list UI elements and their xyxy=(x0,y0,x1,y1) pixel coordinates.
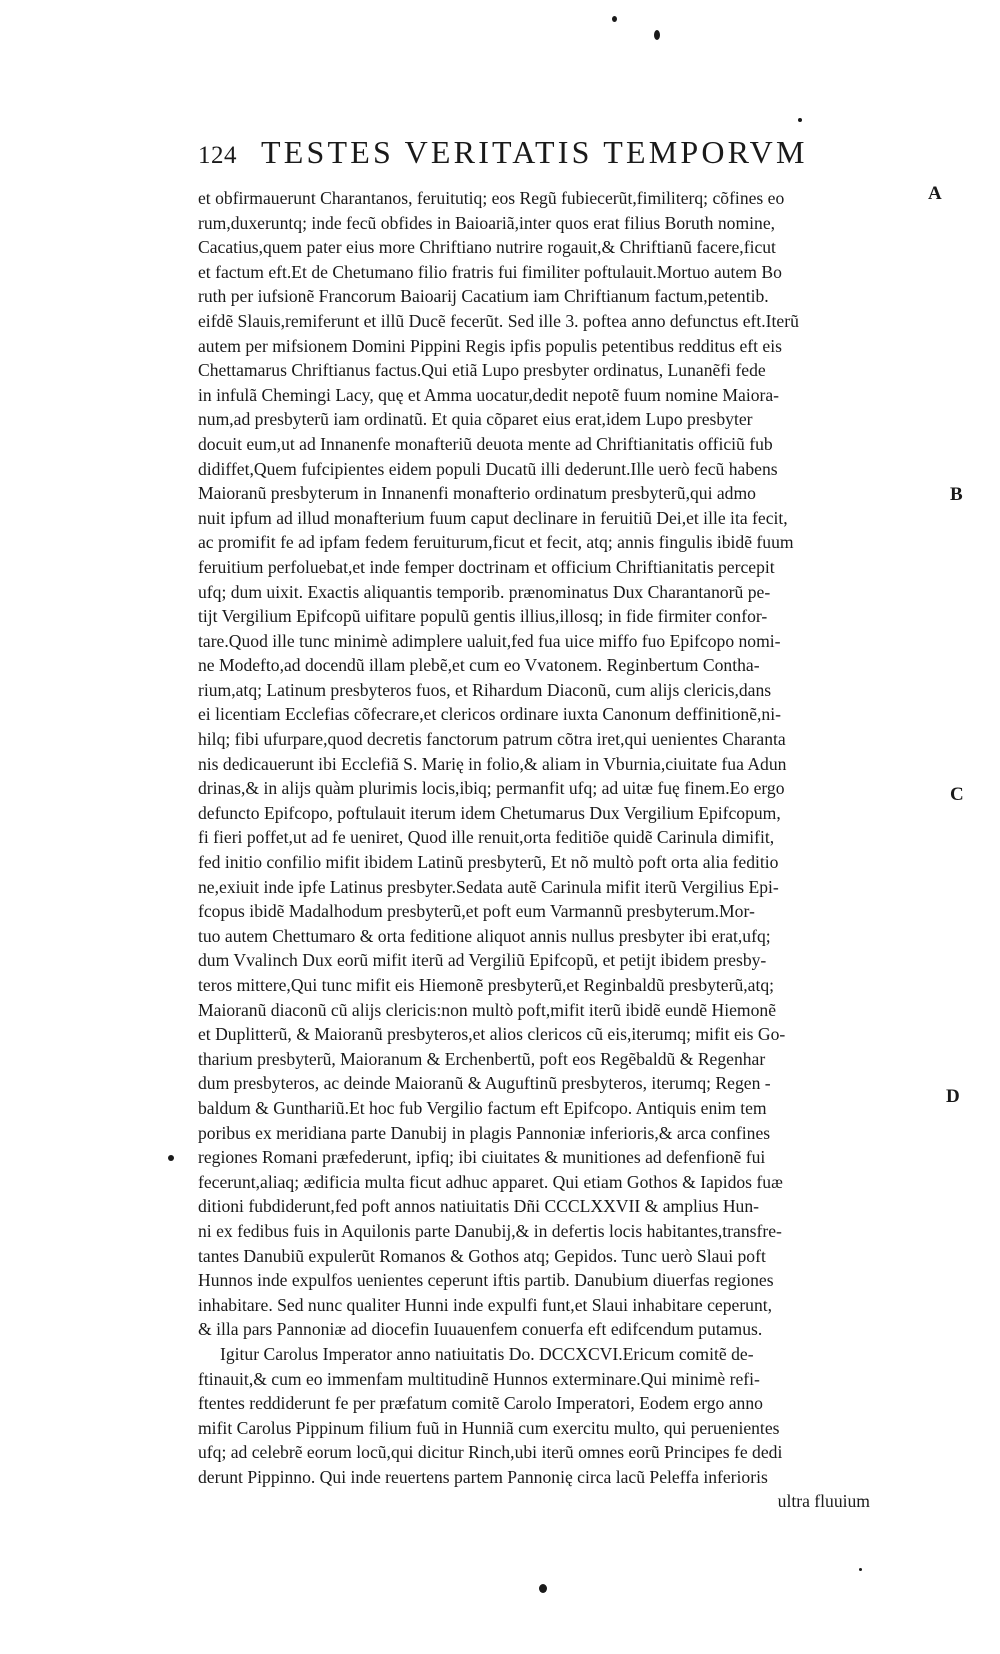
text-line: Chettamarus Chriftianus factus.Qui etiã Lupo presbyter ordinatus, Lunanẽfi fede xyxy=(198,360,766,381)
text-line: eifdẽ Slauis,remiferunt et illũ Ducẽ fecerũt. Sed ille 3. poftea anno defunctus eft.Iterũ xyxy=(198,310,799,331)
text-line: ei licentiam Ecclefias cõfecrare,et clericos ordinare iuxta Canonum deffinitionẽ,ni- xyxy=(198,704,781,725)
text-line: tantes Danubiũ expulerũt Romanos & Gothos atq; Gepidos. Tunc uerò Slaui poft xyxy=(198,1245,766,1266)
text-line: tuo autem Chettumaro & orta feditione aliquot annis nullus presbyter ibi erat,ufq; xyxy=(198,925,771,946)
text-line: & illa pars Pannoniæ ad diocefin Iuuauenfem conuerfa eft edifcendum putamus. xyxy=(198,1319,763,1340)
text-line: dum presbyteros, ac deinde Maioranũ & Auguftinũ presbyteros, iterumq; Regen - xyxy=(198,1073,771,1094)
margin-letter-a: A xyxy=(928,183,942,204)
text-line: derunt Pippinno. Qui inde reuertens partem Pannonię circa lacũ Peleffa inferioris xyxy=(198,1466,768,1487)
text-line: ultra fluuium xyxy=(777,1491,870,1512)
text-line: num,ad presbyterũ iam ordinatũ. Et quia cõparet eius erat,idem Lupo presbyter xyxy=(198,409,753,430)
margin-letter-c: C xyxy=(950,784,964,805)
text-line: autem per mifsionem Domini Pippini Regis ipfis populis petentibus redditus eft eis xyxy=(198,335,782,356)
text-line: ftinauit,& cum eo immenfam multitudinẽ Hunnos exterminare.Qui minimè refi- xyxy=(198,1368,760,1389)
text-line: docuit eum,ut ad Innanenfe monafteriũ deuota mente ad Chriftianitatis officiũ fub xyxy=(198,433,773,454)
text-line: Igitur Carolus Imperator anno natiuitatis Do. DCCXCVI.Ericum comitẽ de- xyxy=(220,1343,754,1364)
page-header xyxy=(198,134,898,171)
text-line: et Duplitterũ, & Maioranũ presbyteros,et alios clericos cũ eis,iterumq; mifit eis Go- xyxy=(198,1024,786,1045)
text-line: mifit Carolus Pippinum filium fuũ in Hunniã cum exercitu multo, qui peruenientes xyxy=(198,1417,780,1438)
text-line: et factum eft.Et de Chetumano filio fratris fui fimiliter poftulauit.Mortuo autem Bo xyxy=(198,261,782,282)
text-line: et obfirmauerunt Charantanos, feruitutiq; eos Regũ fubiecerũt,fimiliterq; cõfines eo xyxy=(198,188,785,208)
margin-letter-b: B xyxy=(950,484,963,505)
text-line: didiffet,Quem fufcipientes eidem populi Ducatũ illi dederunt.Ille uerò fecũ habens xyxy=(198,458,778,479)
text-line: Cacatius,quem pater eius more Chriftiano nutrire rogauit,& Chriftianũ facere,ficut xyxy=(198,237,776,258)
text-line: fi fieri poffet,ut ad fe ueniret, Quod ille renuit,orta feditiõe quidẽ Carinula dimifit, xyxy=(198,827,775,848)
text-line: ne Modefto,ad docendũ illam plebẽ,et cum eo Vvatonem. Reginbertum Contha- xyxy=(198,655,760,676)
text-line: dum Vvalinch Dux eorũ mifit iterũ ad Vergiliũ Epifcopũ, et petijt ibidem presby- xyxy=(198,950,767,971)
text-line: poribus ex meridiana parte Danubij in plagis Pannoniæ inferioris,& arca confines xyxy=(198,1122,771,1143)
ink-speck xyxy=(859,1568,862,1571)
text-line: Maioranũ diaconũ cũ alijs clericis:non multò poft,mifit iterũ ibidẽ eundẽ Hiemonẽ xyxy=(198,999,776,1020)
text-line: hilq; fibi ufurpare,quod decretis fanctorum patrum cõtra iret,qui uenientes Charanta xyxy=(198,729,786,750)
text-line: rum,duxeruntq; inde fecũ obfides in Baioariã,inter quos erat filius Boruth nomine, xyxy=(198,212,776,233)
ink-speck xyxy=(539,1584,547,1593)
ink-speck xyxy=(654,30,660,40)
text-line: nuit ipfum ad illud monafterium fuum caput declinare in feruitiũ Dei,et ille ita fecit, xyxy=(198,507,788,528)
text-line: inhabitare. Sed nunc qualiter Hunni inde expulfi funt,et Slaui inhabitare ceperunt, xyxy=(198,1294,773,1315)
text-line: ni ex fedibus fuis in Aquilonis parte Danubij,& in defertis locis habitantes,transfre- xyxy=(198,1220,782,1241)
text-line: fcopus ibidẽ Madalhodum presbyterũ,et poft eum Varmannũ presbyterum.Mor- xyxy=(198,901,755,922)
margin-letter-d: D xyxy=(946,1086,960,1107)
text-line: ditioni fubdiderunt,fed poft annos natiuitatis Dñi CCCLXXVII & amplius Hun- xyxy=(198,1196,759,1217)
text-line: in infulã Chemingi Lacy, quę et Amma uocatur,dedit nepotẽ fuum nomine Maiora- xyxy=(198,384,780,405)
text-line: regiones Romani præfederunt, ipfiq; ibi ciuitates & munitiones ad defenfionẽ fui xyxy=(198,1147,766,1168)
ink-speck xyxy=(612,16,617,22)
text-line: teros mittere,Qui tunc mifit eis Hiemonẽ presbyterũ,et Reginbaldũ presbyterũ,atq; xyxy=(198,975,775,995)
text-line: ruth per iufsionẽ Francorum Baioarij Cacatium iam Chriftianum factum,petentib. xyxy=(198,286,769,307)
text-line: fecerunt,aliaq; ædificia multa ficut adhuc apparet. Qui etiam Gothos & Iapidos fuæ xyxy=(198,1171,783,1192)
text-line: ufq; ad celebrẽ eorum locũ,qui dicitur Rinch,ubi iterũ omnes eorũ Principes fe dedi xyxy=(198,1442,783,1463)
text-line: ne,exiuit inde ipfe Latinus presbyter.Sedata autẽ Carinula mifit iterũ Vergilius Epi- xyxy=(198,876,779,897)
text-line: drinas,& in alijs quàm plurimis locis,ibiq; permanfit ufq; ad uitæ fuę finem.Eo ergo xyxy=(198,778,785,799)
text-line: baldum & Gunthariũ.Et hoc fub Vergilio factum eft Epifcopo. Antiquis enim tem xyxy=(198,1097,767,1118)
text-line: tare.Quod ille tunc minimè adimplere ualuit,fed fua uice miffo fuo Epifcopo nomi- xyxy=(198,630,781,651)
text-line: tijt Vergilium Epifcopũ uifitare populũ gentis illius,illosq; in fide firmiter confor- xyxy=(198,606,768,627)
text-line: rium,atq; Latinum presbyteros fuos, et Rihardum Diaconũ, cum alijs clericis,dans xyxy=(198,679,772,700)
text-line: defuncto Epifcopo, poftulauit iterum idem Chetumarus Dux Vergilium Epifcopum, xyxy=(198,802,781,823)
text-line: fed initio confilio mifit ibidem Latinũ presbyterũ, Et nõ multò poft orta alia feditio xyxy=(198,852,779,873)
text-line: ftentes reddiderunt fe per præfatum comitẽ Carolo Imperatori, Eodem ergo anno xyxy=(198,1393,763,1414)
text-line: tharium presbyterũ, Maioranum & Erchenbertũ, poft eos Regẽbaldũ & Regenhar xyxy=(198,1048,766,1069)
ink-speck xyxy=(798,118,802,122)
body-text xyxy=(198,186,898,1514)
running-title: TESTES VERITATIS TEMPORVM xyxy=(261,134,808,170)
page-number: 124 xyxy=(198,142,237,169)
text-line: nis dedicauerunt ibi Ecclefiã S. Marię in folio,& aliam in Vburnia,ciuitate fua Adun xyxy=(198,753,787,774)
text-line: feruitium perfoluebat,et inde femper doctrinam et officium Chriftianitatis percepit xyxy=(198,556,775,577)
text-line: ac promifit fe ad ipfam fedem feruiturum,ficut et fecit, atq; annis fingulis ibidẽ fuum xyxy=(198,532,794,553)
text-line: Hunnos inde expulfos uenientes ceperunt iftis partib. Danubium diuerfas regiones xyxy=(198,1270,774,1291)
text-line: Maioranũ presbyterum in Innanenfi monafterio ordinatum presbyterũ,qui admo xyxy=(198,483,756,504)
text-line: ufq; dum uixit. Exactis aliquantis temporib. prænominatus Dux Charantanorũ pe- xyxy=(198,581,771,602)
ink-speck xyxy=(168,1155,174,1161)
